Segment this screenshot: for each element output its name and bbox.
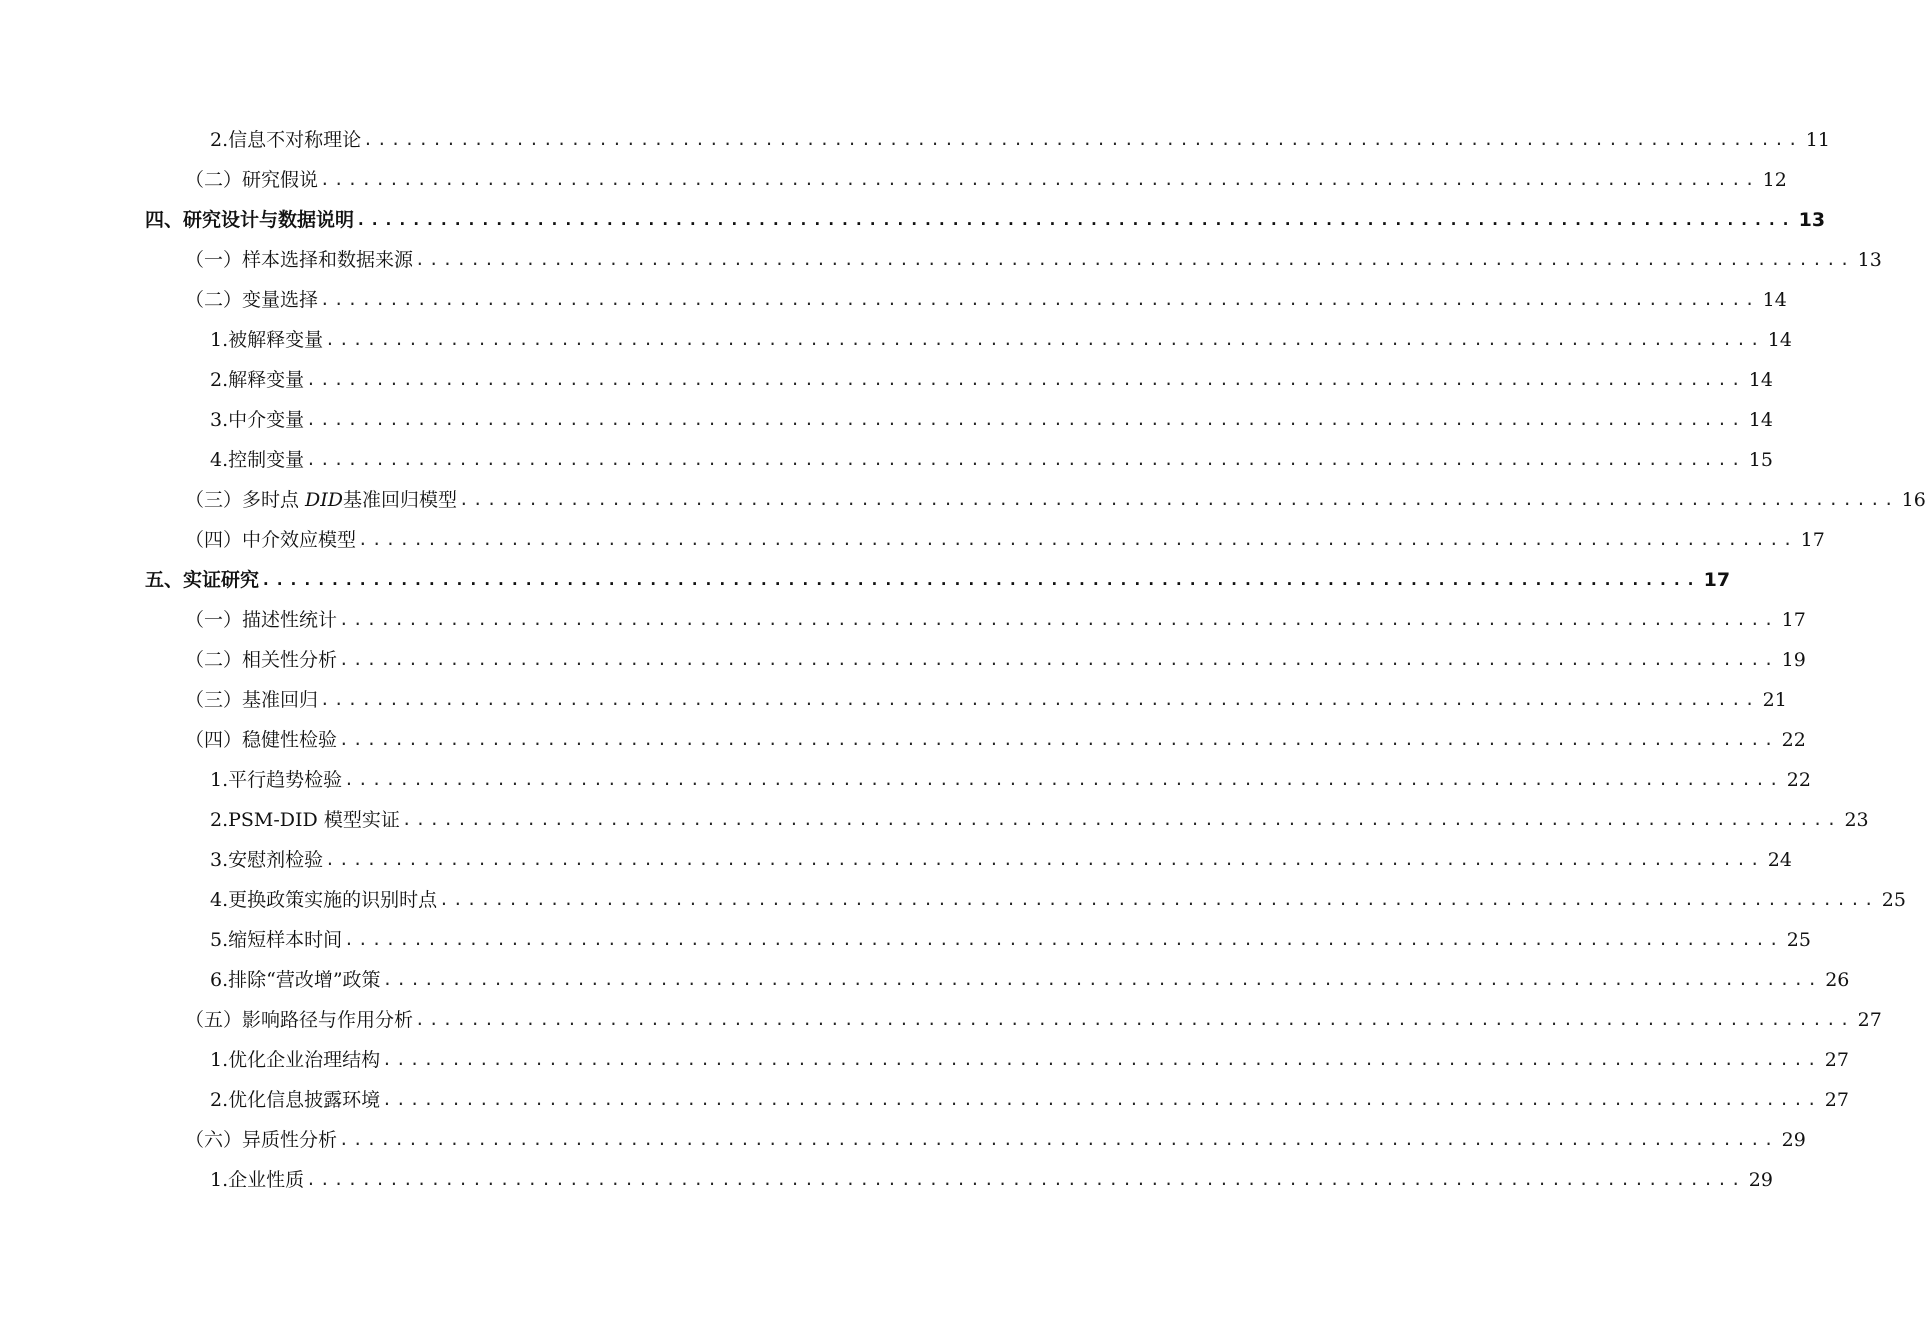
toc-entry-title: 1.被解释变量 [210, 329, 324, 351]
toc-entry-title-suffix: 基准回归模型 [343, 489, 458, 511]
toc-entry-title: （二）相关性分析 [185, 649, 338, 671]
toc-page-number: 26 [1825, 969, 1850, 991]
toc-dot-leader: ........................................................................................................ [382, 1050, 1821, 1069]
toc-dot-leader: ........................................................................................................ [415, 1010, 1854, 1029]
toc-entry-title: （二）研究假说 [185, 169, 319, 191]
toc-dot-leader: ........................................................................................................ [320, 170, 1759, 189]
toc-entry[interactable] [185, 280, 1787, 320]
toc-entry-title: （四）稳健性检验 [185, 729, 338, 751]
toc-page-number: 22 [1781, 729, 1806, 751]
toc-entry[interactable] [210, 760, 1811, 800]
toc-entry[interactable] [185, 600, 1806, 640]
toc-dot-leader: ........................................................................................................ [344, 930, 1783, 949]
toc-dot-leader: ........................................................................................................ [363, 130, 1802, 149]
toc-dot-leader: ........................................................................................................ [320, 290, 1759, 309]
toc-dot-leader: ........................................................................................................ [439, 890, 1878, 909]
toc-entry[interactable] [210, 360, 1773, 400]
toc-dot-leader: ........................................................................................................ [320, 690, 1759, 709]
toc-entry-chapter[interactable] [145, 200, 1826, 240]
toc-entry-title: （二）变量选择 [185, 289, 319, 311]
toc-entry-title: 1.企业性质 [210, 1169, 305, 1191]
toc-entry[interactable] [210, 800, 1869, 840]
toc-page-number: 14 [1767, 329, 1792, 351]
toc-entry[interactable] [185, 720, 1806, 760]
toc-dot-leader: ........................................................................................................ [306, 450, 1745, 469]
toc-page-number: 17 [1781, 609, 1806, 631]
toc-entry-title: 五、实证研究 [145, 569, 260, 591]
toc-entry-title [185, 480, 457, 520]
toc-dot-leader: ........................................................................................................ [339, 730, 1778, 749]
toc-dot-leader: ........................................................................................................ [356, 210, 1795, 229]
toc-entry-title: （一）描述性统计 [185, 609, 338, 631]
toc-entry[interactable] [210, 1080, 1849, 1120]
toc-entry-title: 2.PSM-DID 模型实证 [210, 809, 400, 831]
toc-entry[interactable] [210, 320, 1792, 360]
toc-dot-leader: ........................................................................................................ [306, 370, 1745, 389]
toc-page-number: 22 [1786, 769, 1811, 791]
toc-dot-leader: ........................................................................................................ [339, 1130, 1778, 1149]
toc-page-number: 14 [1748, 369, 1773, 391]
toc-dot-leader: ........................................................................................................ [339, 610, 1778, 629]
toc-entry[interactable] [210, 960, 1850, 1000]
toc-entry[interactable] [210, 840, 1792, 880]
toc-entry-title: （一）样本选择和数据来源 [185, 249, 414, 271]
toc-dot-leader: ........................................................................................................ [382, 970, 1822, 989]
toc-entry[interactable] [210, 440, 1773, 480]
toc-page-number: 29 [1781, 1129, 1806, 1151]
toc-dot-leader: ........................................................................................................ [306, 410, 1745, 429]
toc-entry[interactable] [185, 1120, 1806, 1160]
toc-entry-title: 1.优化企业治理结构 [210, 1049, 381, 1071]
toc-entry[interactable] [185, 1000, 1882, 1040]
toc-page-number: 14 [1762, 289, 1787, 311]
toc-entry-title: 2.解释变量 [210, 369, 305, 391]
toc-page-number: 14 [1748, 409, 1773, 431]
toc-entry[interactable] [210, 880, 1906, 920]
toc-entry[interactable] [210, 920, 1811, 960]
toc-entry-title: 2.优化信息披露环境 [210, 1089, 381, 1111]
toc-entry-title-italic: DID [305, 489, 344, 511]
toc-entry-title: 4.更换政策实施的识别时点 [210, 889, 438, 911]
toc-page-number: 23 [1844, 809, 1869, 831]
toc-entry-title: 4.控制变量 [210, 449, 305, 471]
toc-dot-leader: ........................................................................................................ [358, 530, 1797, 549]
toc-dot-leader: ........................................................................................................ [261, 570, 1700, 589]
toc-dot-leader: ........................................................................................................ [382, 1090, 1821, 1109]
toc-page-number: 24 [1767, 849, 1792, 871]
toc-page-number: 19 [1781, 649, 1806, 671]
toc-page-number: 27 [1824, 1049, 1849, 1071]
toc-entry[interactable] [185, 520, 1825, 560]
toc-dot-leader: ........................................................................................................ [344, 770, 1783, 789]
toc-entry-title: 四、研究设计与数据说明 [145, 209, 355, 231]
toc-entry-title: （四）中介效应模型 [185, 529, 357, 551]
toc-entry[interactable] [210, 120, 1830, 160]
toc-entry-title: 6.排除“营改增”政策 [210, 969, 381, 991]
toc-entry-chapter[interactable] [145, 560, 1731, 600]
toc-entry[interactable] [185, 480, 1926, 520]
toc-entry[interactable] [185, 680, 1787, 720]
toc-entry[interactable] [185, 240, 1882, 280]
toc-entry[interactable] [210, 1160, 1773, 1200]
toc-entry-title: （五）影响路径与作用分析 [185, 1009, 414, 1031]
toc-entry-title: 3.安慰剂检验 [210, 849, 324, 871]
toc-page-number: 25 [1881, 889, 1906, 911]
toc-page-number: 25 [1786, 929, 1811, 951]
toc-entry-title: （三）基准回归 [185, 689, 319, 711]
toc-dot-leader: ........................................................................................................ [415, 250, 1854, 269]
toc-dot-leader: ........................................................................................................ [325, 330, 1764, 349]
toc-page-number: 12 [1762, 169, 1787, 191]
toc-page-number: 17 [1703, 569, 1731, 591]
toc-page-number: 13 [1798, 209, 1826, 231]
toc-entry[interactable] [210, 400, 1773, 440]
toc-page-number: 15 [1748, 449, 1773, 471]
toc-page-number: 27 [1857, 1009, 1882, 1031]
toc-dot-leader: ........................................................................................................ [459, 490, 1898, 509]
toc-entry[interactable] [185, 640, 1806, 680]
toc-entry-title: 3.中介变量 [210, 409, 305, 431]
toc-entry-title: 5.缩短样本时间 [210, 929, 343, 951]
toc-entry-title: （六）异质性分析 [185, 1129, 338, 1151]
toc-entry[interactable] [185, 160, 1787, 200]
toc-page-number: 16 [1901, 489, 1926, 511]
toc-dot-leader: ........................................................................................................ [401, 810, 1841, 829]
toc-page-number: 29 [1748, 1169, 1773, 1191]
toc-dot-leader: ........................................................................................................ [339, 650, 1778, 669]
toc-page-number: 17 [1800, 529, 1825, 551]
toc-page-number: 21 [1762, 689, 1787, 711]
toc-dot-leader: ........................................................................................................ [306, 1170, 1745, 1189]
toc-page-number: 11 [1805, 129, 1830, 151]
toc-page-number: 13 [1857, 249, 1882, 271]
toc-page-number: 27 [1824, 1089, 1849, 1111]
toc-dot-leader: ........................................................................................................ [325, 850, 1764, 869]
toc-entry-title-prefix: （三）多时点 [185, 489, 306, 511]
toc-entry-title: 1.平行趋势检验 [210, 769, 343, 791]
toc-entry[interactable] [210, 1040, 1849, 1080]
toc-entry-title: 2.信息不对称理论 [210, 129, 362, 151]
